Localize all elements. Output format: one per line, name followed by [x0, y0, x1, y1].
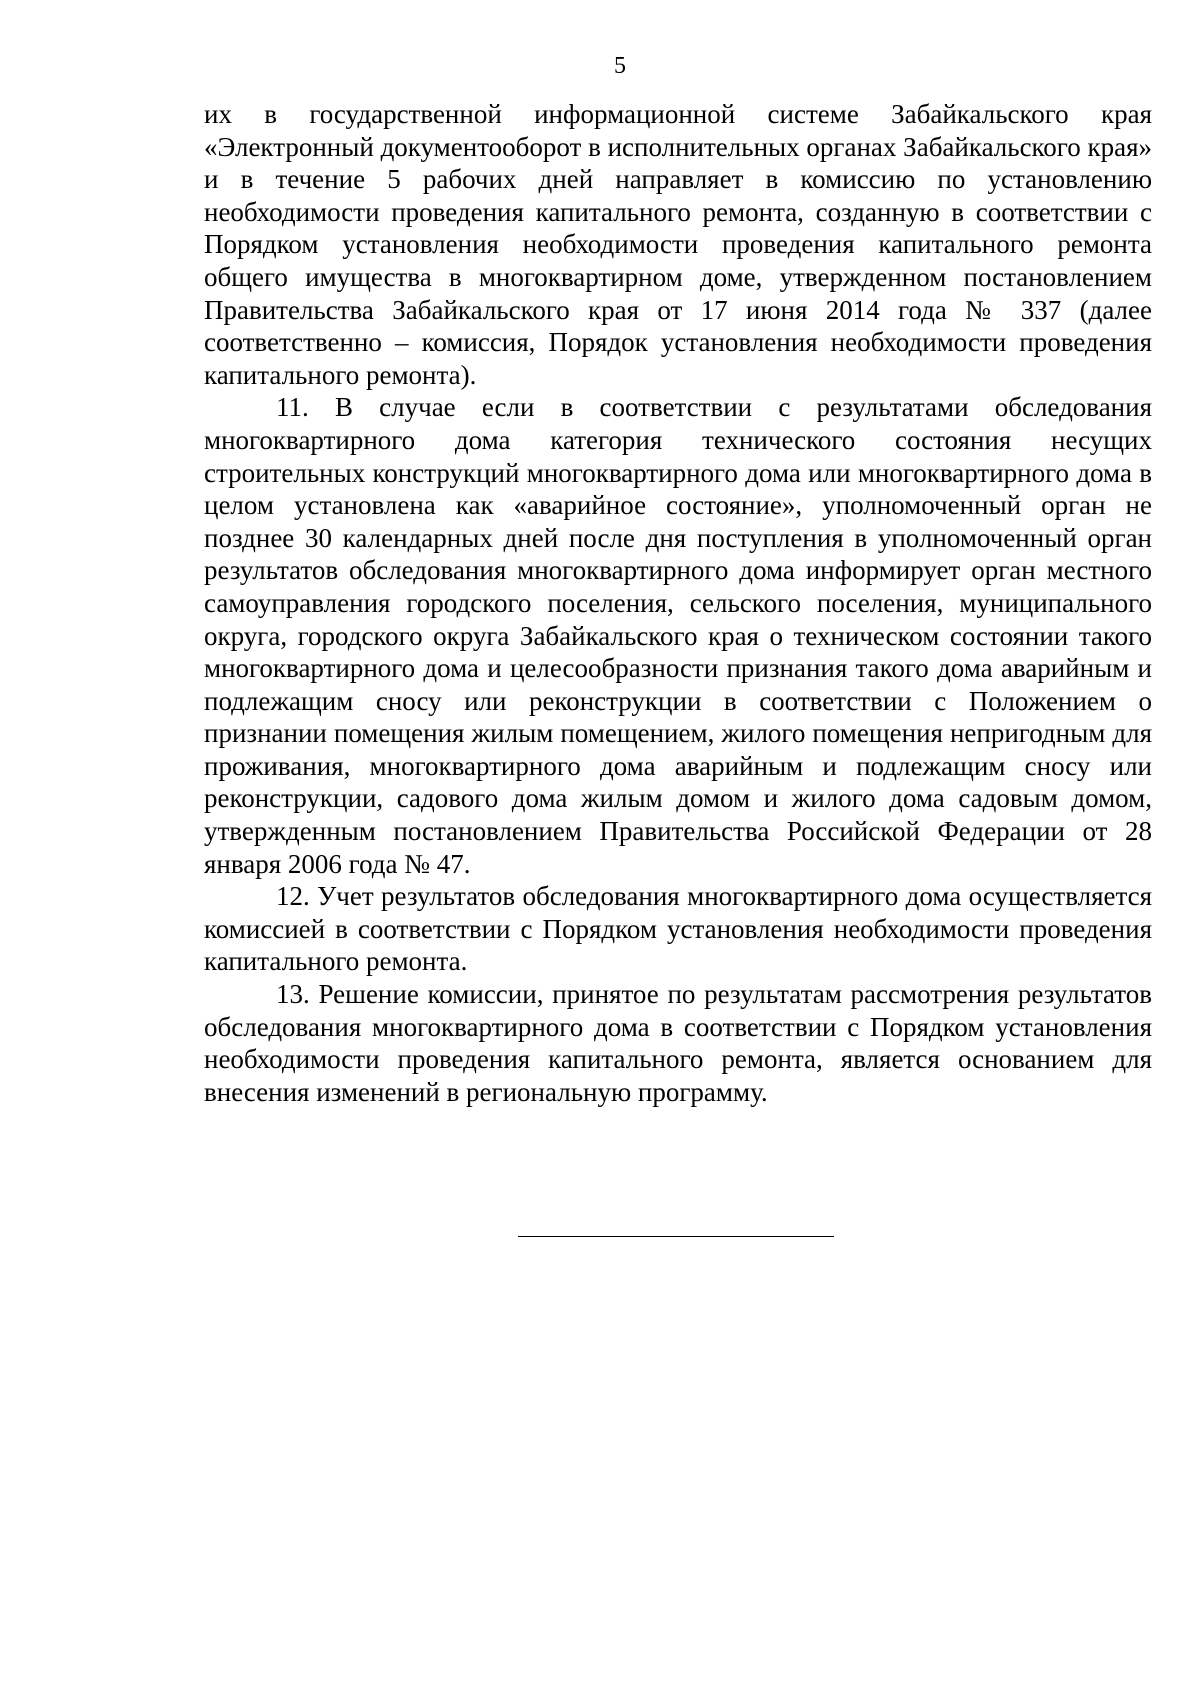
page-number: 5 — [614, 53, 626, 79]
paragraph-12: 12. Учет результатов обследования многоквартирного дома осуществляется комиссией в соответствии с Порядком установления необходимости проведения капитального ремонта. — [204, 881, 1152, 977]
document-body — [204, 98, 1152, 1108]
paragraph-continuation: их в государственной информационной системе Забайкальского края «Электронный документооборот в исполнительных органах Забайкальского края» и в течение 5 рабочих дней направляет в комиссию по установлению необходимости проведения капитального ремонта, созданную в соответствии с Порядком установления необходимости проведения капитального ремонта общего имущества в многоквартирном доме, утвержденном постановлением Правительства Забайкальского края от 17 июня 2014 года № 337 (далее соответственно – комиссия, Порядок установления необходимости проведения капитального ремонта). — [204, 99, 1152, 390]
end-of-document-rule — [518, 1236, 834, 1237]
paragraph-13: 13. Решение комиссии, принятое по результатам рассмотрения результатов обследования многоквартирного дома в соответствии с Порядком установления необходимости проведения капитального ремонта, является основанием для внесения изменений в региональную программу. — [204, 979, 1152, 1107]
paragraph-11: 11. В случае если в соответствии с результатами обследования многоквартирного дома категория технического состояния несущих строительных конструкций многоквартирного дома или многоквартирного дома в целом установлена как «аварийное состояние», уполномоченный орган не позднее 30 календарных дней после дня поступления в уполномоченный орган результатов обследования многоквартирного дома информирует орган местного самоуправления городского поселения, сельского поселения, муниципального округа, городского округа Забайкальского края о техническом состоянии такого многоквартирного дома и целесообразности признания такого дома аварийным и подлежащим сносу или реконструкции в соответствии с Положением о признании помещения жилым помещением, жилого помещения непригодным для проживания, многоквартирного дома аварийным и подлежащим сносу или реконструкции, садового дома жилым домом и жилого дома садовым домом, утвержденным постановлением Правительства Российской Федерации от 28 января 2006 года № 47. — [204, 392, 1152, 879]
